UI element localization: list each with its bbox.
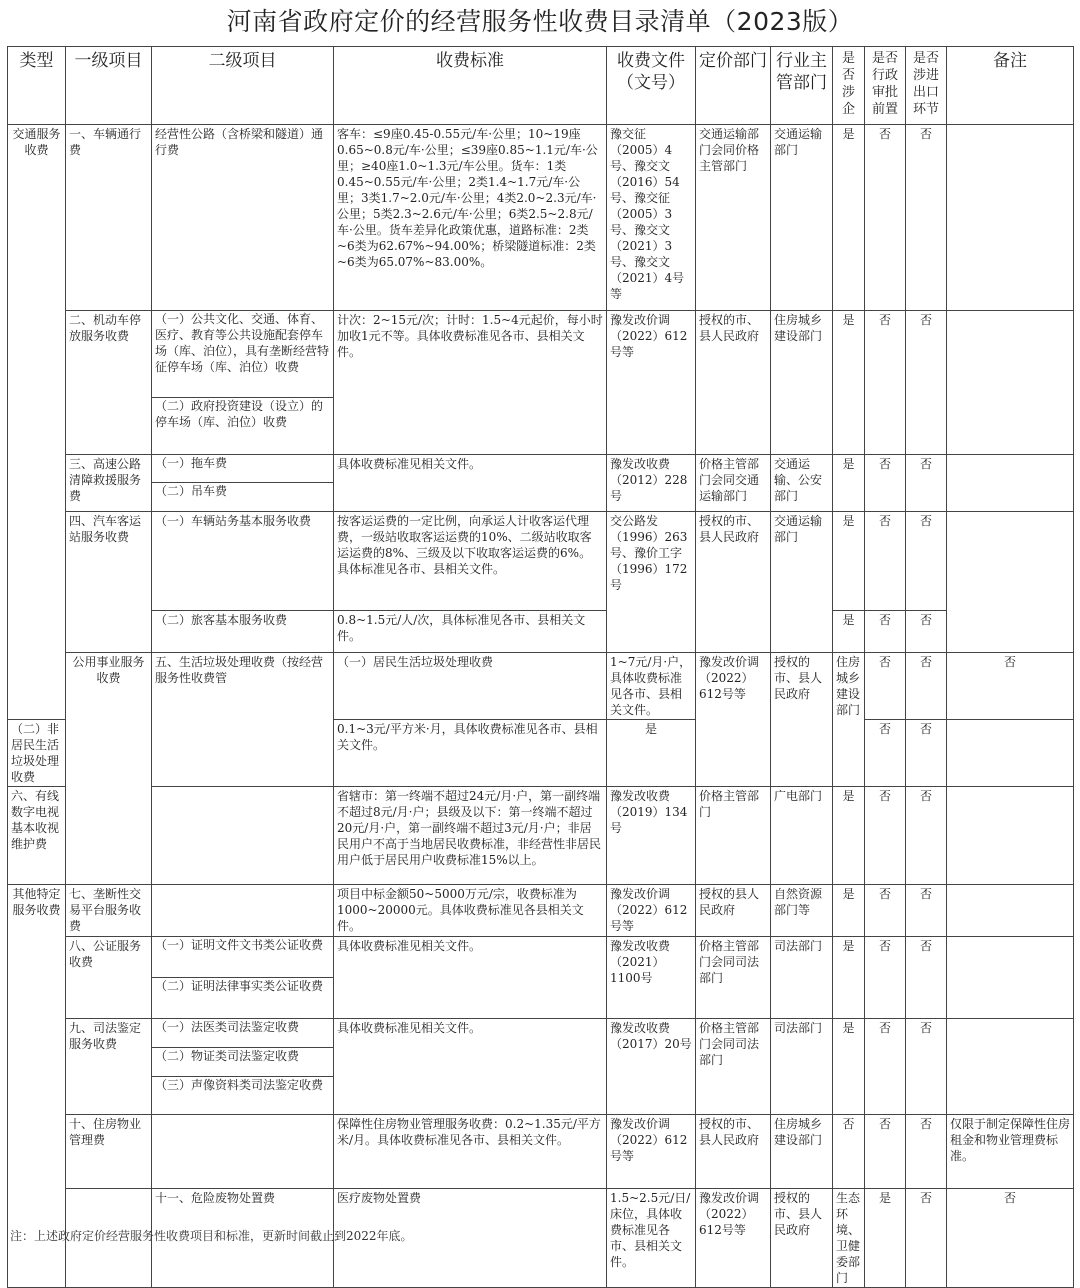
level1-item: 十一、危险废物处置费 [152,1189,334,1288]
industry-dept: 住房城乡建设部门 [833,653,865,787]
approval-value: 否 [865,1115,906,1189]
category-other: 其他特定服务收费 [8,885,66,1288]
export-value: 否 [906,1115,947,1189]
remark-value [947,885,1074,937]
table-row [8,125,1074,311]
pricing-dept: 授权的市、县人民政府 [696,311,771,455]
table-row [8,512,1074,611]
export-value: 否 [906,1019,947,1115]
approval-value: 否 [865,611,906,653]
table-row [8,311,1074,455]
table-row [8,611,1074,653]
level2-item: 医疗废物处置费 [334,1189,607,1288]
header-remark: 备注 [947,47,1074,125]
category-public: 公用事业服务收费 [66,653,152,885]
export-value: 否 [906,125,947,311]
pricing-dept: 授权的市、县人民政府 [696,1115,771,1189]
fee-standard: 保障性住房物业管理服务收费：0.2~1.35元/平方米/月。具体收费标准见各市、县相关文件。 [334,1115,607,1189]
pricing-dept: 授权的市、县人民政府 [771,1189,833,1288]
pricing-dept: 授权的市、县人民政府 [696,512,771,653]
level1-item: 九、司法鉴定服务收费 [66,1019,152,1115]
header-level2: 二级项目 [152,47,334,125]
header-document: 收费文件（文号） [607,47,696,125]
table-row [8,455,1074,512]
involve-value: 是 [833,611,865,653]
approval-value: 否 [865,311,906,455]
approval-value: 否 [865,1019,906,1115]
header-industry: 行业主管部门 [771,47,833,125]
export-value: 否 [906,455,947,512]
remark-value [947,1019,1074,1115]
table-row [8,937,1074,1019]
level1-item: 四、汽车客运站服务收费 [66,512,152,653]
involve-value: 否 [833,1115,865,1189]
fee-standard: 具体收费标准见相关文件。 [334,1019,607,1115]
level1-item: 七、垄断性交易平台服务收费 [66,885,152,937]
involve-value: 是 [833,311,865,455]
header-approval: 是否行政审批前置 [865,47,906,125]
level2-item: （一）居民生活垃圾处理收费 [334,653,607,720]
involve-value: 是 [833,125,865,311]
page-title: 河南省政府定价的经营服务性收费目录清单（2023版） [226,7,854,36]
remark-value: 仅限于制定保障性住房租金和物业管理费标准。 [947,1115,1074,1189]
export-value: 否 [906,512,947,611]
level1-item: 六、有线数字电视基本收视维护费 [8,787,66,885]
fee-document: 豫发改价调（2022）612号等 [607,1115,696,1189]
involve-value: 是 [833,937,865,1019]
fee-standard: 具体收费标准见相关文件。 [334,937,607,1019]
export-value: 否 [906,937,947,1019]
header-level1: 一级项目 [66,47,152,125]
industry-dept: 司法部门 [771,937,833,1019]
level2-item: （一）公共文化、交通、体育、医疗、教育等公共设施配套停车场（库、泊位），具有垄断经营特征停车场（库、泊位）收费 [152,311,333,398]
approval-value: 否 [865,455,906,512]
involve-value: 是 [833,1019,865,1115]
table-row [8,653,1074,720]
header-standard: 收费标准 [334,47,607,125]
footnote: 注：上述政府定价经营服务性收费项目和标准，更新时间截止到2022年底。 [10,1229,413,1243]
fee-standard: 0.1~3元/平方米·月，具体收费标准见各市、县相关文件。 [334,720,607,787]
table-row [8,787,1074,885]
involve-value: 是 [607,720,696,787]
involve-value: 否 [865,653,906,720]
header-row [8,47,1074,125]
pricing-dept: 价格主管部门会同司法部门 [696,1019,771,1115]
involve-value: 是 [865,1189,906,1288]
table-row [8,885,1074,937]
level2-item: （一）证明文件文书类公证收费 [152,937,333,978]
fee-standard: 具体收费标准见相关文件。 [334,455,607,512]
fee-document: 豫发改价调（2022）612号等 [696,653,771,787]
fee-catalog-table [7,46,1074,1288]
category-traffic: 交通服务收费 [8,125,66,720]
industry-dept: 广电部门 [771,787,833,885]
approval-value: 否 [865,937,906,1019]
approval-value: 否 [906,1189,947,1288]
fee-document: 豫发改价调（2022）612号等 [607,311,696,455]
industry-dept: 司法部门 [771,1019,833,1115]
header-involve: 是否涉企 [833,47,865,125]
fee-standard: 1~7元/月·户，具体收费标准见各市、县相关文件。 [607,653,696,720]
industry-dept: 住房城乡建设部门 [771,1115,833,1189]
approval-value: 否 [865,512,906,611]
level2-item: 经营性公路（含桥梁和隧道）通行费 [152,125,334,311]
fee-document: 豫发改收费（2012）228号 [607,455,696,512]
header-dept: 定价部门 [696,47,771,125]
industry-dept: 自然资源部门等 [771,885,833,937]
pricing-dept: 授权的市、县人民政府 [771,653,833,787]
fee-standard: 按客运运费的一定比例，向承运人计收客运代理费，一级站收取客运运费的10%、二级站收取客运运费的8%、三级及以下收取客运运费的6%。具体标准见各市、县相关文件。 [334,512,607,611]
fee-standard: 1.5~2.5元/日/床位，具体收费标准见各市、县相关文件。 [607,1189,696,1288]
remark-value [947,512,1074,653]
export-value: 否 [947,653,1074,720]
export-value: 否 [906,885,947,937]
level2-item: （二）证明法律事实类公证收费 [155,979,324,993]
level2-item: （一）法医类司法鉴定收费 [152,1019,333,1048]
level1-item: 二、机动车停放服务收费 [66,311,152,455]
level1-item: 十、住房物业管理费 [66,1115,152,1189]
pricing-dept: 价格主管部门会同司法部门 [696,937,771,1019]
level2-item: （二）物证类司法鉴定收费 [152,1048,333,1077]
level2-item [152,787,334,885]
header-type: 类型 [8,47,66,125]
remark-value [947,455,1074,512]
level2-item: （二）非居民生活垃圾处理收费 [8,720,66,787]
approval-value: 否 [906,653,947,720]
remark-value [947,125,1074,311]
industry-dept: 交通运输、公安部门 [771,455,833,512]
level2-item: （二）政府投资建设（设立）的停车场（库、泊位）收费 [155,399,324,429]
fee-document: 豫交征（2005）4号、豫交文（2016）54号、豫交征（2005）3号、豫交文（2021）3号、豫交文（2021）4号等 [607,125,696,311]
involve-value: 是 [833,885,865,937]
level2-group [152,937,334,1019]
level2-item: （一）车辆站务基本服务收费 [152,512,334,611]
pricing-dept: 价格主管部门会同交通运输部门 [696,455,771,512]
approval-value: 否 [865,787,906,885]
level2-item: （二）吊车费 [155,484,228,498]
industry-dept: 住房城乡建设部门 [771,311,833,455]
fee-standard: 计次：2~15元/次；计时：1.5~4元起价，每小时加收1元不等。具体收费标准见各市、县相关文件。 [334,311,607,455]
industry-dept: 交通运输部门 [771,512,833,653]
fee-document: 豫发改价调（2022）612号等 [696,1189,771,1288]
level1-item: 八、公证服务收费 [66,937,152,1019]
fee-document: 交公路发（1996）263号、豫价工字（1996）172号 [607,512,696,653]
involve-value: 是 [833,512,865,611]
level2-group [152,455,334,512]
level2-item [152,1115,334,1189]
level2-item: （三）声像资料类司法鉴定收费 [155,1078,324,1092]
involve-value: 是 [833,787,865,885]
fee-standard: 0.8~1.5元/人/次，具体标准见各市、县相关文件。 [334,611,607,653]
table-row [8,1019,1074,1115]
pricing-dept: 价格主管部门 [696,787,771,885]
header-export: 是否涉进出口环节 [906,47,947,125]
export-value: 否 [947,1189,1074,1288]
fee-document: 豫发改收费（2019）134号 [607,787,696,885]
level1-item: 一、车辆通行费 [66,125,152,311]
remark-value [947,787,1074,885]
remark-value [947,937,1074,1019]
approval-value: 否 [865,720,906,787]
remark-value [947,311,1074,455]
level2-item [152,885,334,937]
level2-group [152,1019,334,1115]
export-value: 否 [906,720,947,787]
export-value: 否 [906,611,947,653]
fee-document: 豫发改价调（2022）612号等 [607,885,696,937]
involve-value: 是 [833,455,865,512]
fee-document: 豫发改收费（2021）1100号 [607,937,696,1019]
fee-standard: 省辖市：第一终端不超过24元/月·户，第一副终端不超过8元/月·户；县级及以下：第一终端不超过20元/月·户，第一副终端不超过3元/月·户；非居民用户不高于当地居民收费标准，非经营性非居民用户低于居民用户收费标准15%以上。 [334,787,607,885]
table-row [8,1115,1074,1189]
pricing-dept: 交通运输部门会同价格主管部门 [696,125,771,311]
fee-standard: 项目中标金额50~5000万元/宗，收费标准为1000~20000元。具体收费标准见各县相关文件。 [334,885,607,937]
level2-group [152,311,334,455]
pricing-dept: 授权的县人民政府 [696,885,771,937]
level1-item: 三、高速公路清障救援服务费 [66,455,152,512]
industry-dept: 生态环境、卫健委部门 [833,1189,865,1288]
approval-value: 否 [865,125,906,311]
industry-dept: 交通运输部门 [771,125,833,311]
approval-value: 否 [865,885,906,937]
fee-document: 豫发改收费（2017）20号 [607,1019,696,1115]
export-value: 否 [906,311,947,455]
fee-standard: 客车：≤9座0.45-0.55元/车·公里；10~19座0.65~0.8元/车·公里；≤39座0.85~1.1元/车·公里；≥40座1.0~1.3元/车公里。货车：1类0.45~0.55元/车·公里；2类1.4~1.7元/车·公里；3类1.7~2.0元/车·公里；4类2.0~2.3元/车·公里；5类2.3~2.6元/车·公里；6类2.5~2.8元/车·公里。货车差异化政策优惠，道路标准：2类~6类为62.67%~94.00%；桥梁隧道标准：2类~6类为65.07%~83.00%。 [334,125,607,311]
export-value: 否 [906,787,947,885]
level1-item: 五、生活垃圾处理收费（按经营服务性收费管 [152,653,334,787]
level2-item: （二）旅客基本服务收费 [152,611,334,653]
level2-item: （一）拖车费 [152,455,333,483]
